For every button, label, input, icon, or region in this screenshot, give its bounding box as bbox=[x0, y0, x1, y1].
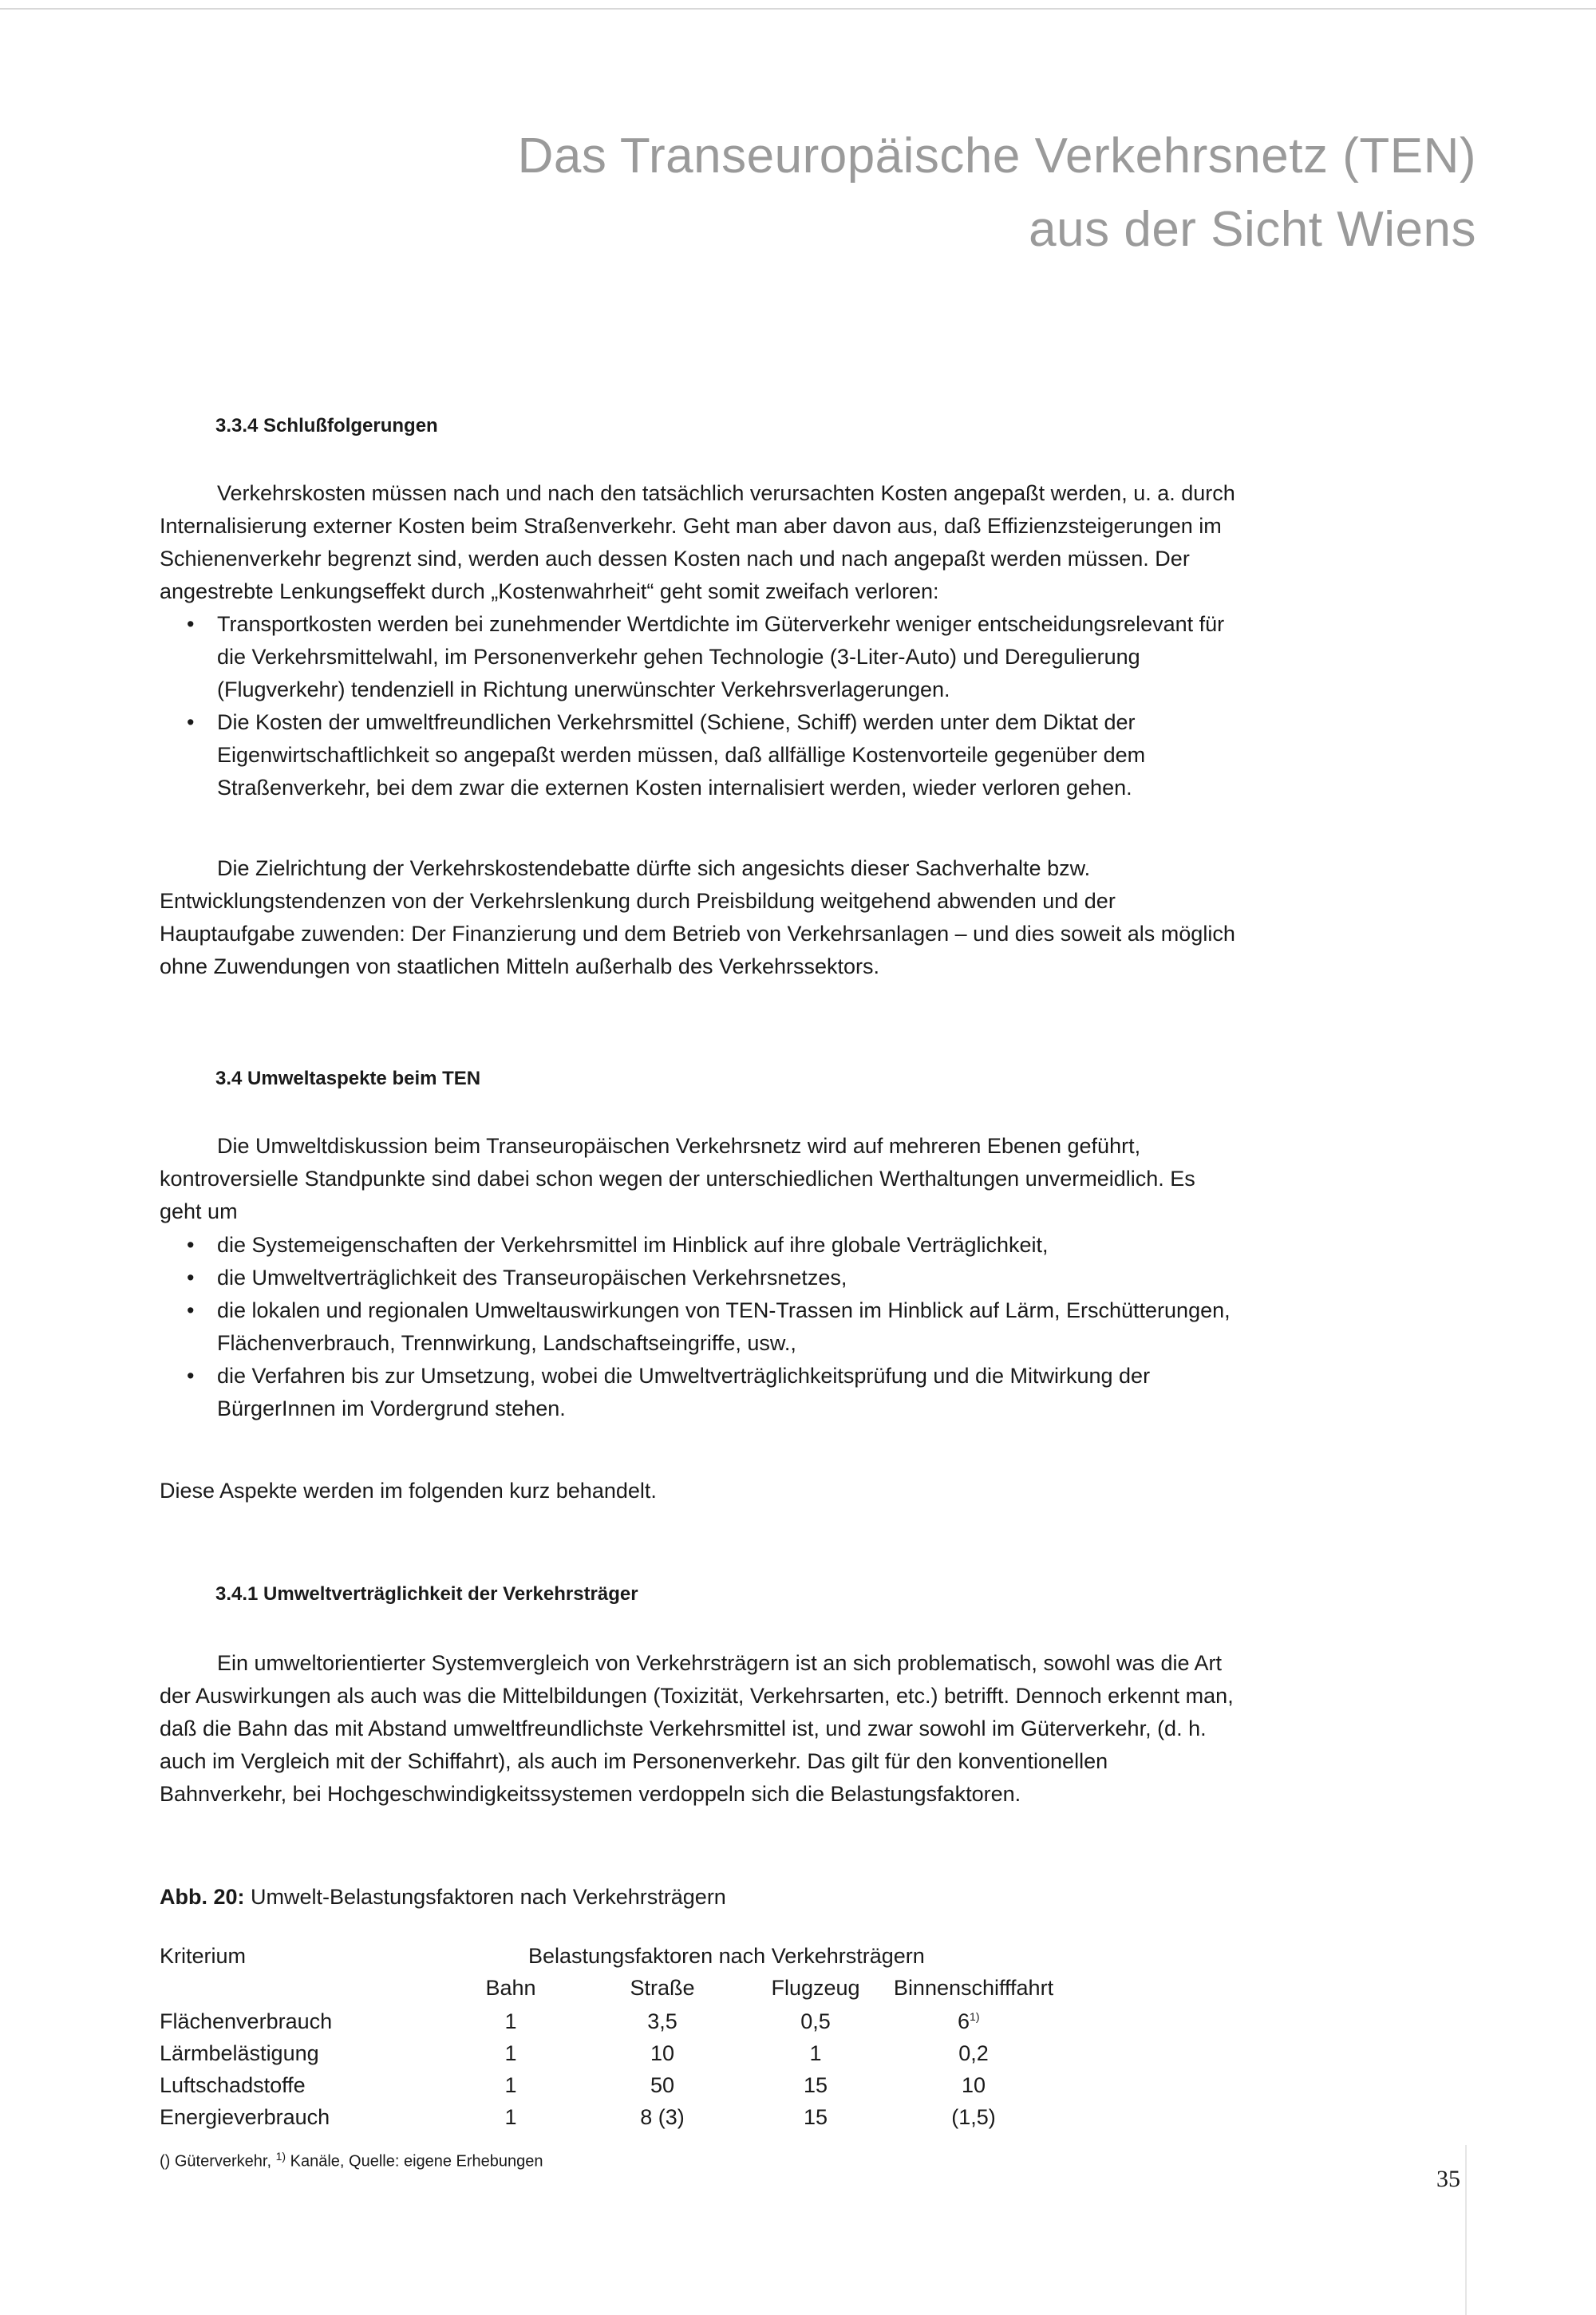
table-col-header: Bahn bbox=[485, 1976, 536, 2000]
footnote-marker: 1) bbox=[275, 2150, 286, 2163]
table-group-header: Belastungsfaktoren nach Verkehrsträgern bbox=[528, 1944, 925, 1968]
section-heading-341: 3.4.1 Umweltverträglichkeit der Verkehrsträger bbox=[215, 1583, 638, 1605]
margin-rule bbox=[1465, 2145, 1467, 2315]
section-heading-34: 3.4 Umweltaspekte beim TEN bbox=[215, 1068, 481, 1089]
bullet-icon: • bbox=[187, 612, 195, 636]
bullet-list bbox=[160, 1229, 1237, 1425]
page-title-line-1: Das Transeuropäische Verkehrsnetz (TEN) bbox=[517, 128, 1476, 184]
table-row-label: Energieverbrauch bbox=[160, 2105, 330, 2129]
figure-caption-text: Umwelt-Belastungsfaktoren nach Verkehrsträgern bbox=[251, 1885, 726, 1909]
footnote-marker: 1) bbox=[970, 2010, 980, 2023]
table-footnote: () Güterverkehr, $^{1)}$ Kanäle, Quelle: eigene Erhebungen bbox=[160, 2150, 543, 2171]
table-cell: 15 bbox=[803, 2105, 828, 2129]
table-row-label: Lärmbelästigung bbox=[160, 2041, 319, 2065]
section-heading-334: 3.3.4 Schlußfolgerungen bbox=[215, 415, 438, 437]
table-col-header: Flugzeug bbox=[771, 1976, 860, 2000]
table-cell: 3,5 bbox=[647, 2009, 678, 2033]
table-cell: 0,2 bbox=[958, 2041, 989, 2065]
table-col-header: Binnenschifffahrt bbox=[893, 1976, 1054, 2000]
list-item: • die Umweltverträglichkeit des Transeuropäischen Verkehrsnetzes, bbox=[160, 1262, 1237, 1294]
table-cell: 6$^{1)}$ bbox=[958, 2009, 980, 2033]
table-header-criterion: Kriterium bbox=[160, 1944, 247, 1968]
table-cell: 1 bbox=[504, 2041, 517, 2065]
bullet-icon: • bbox=[187, 1364, 195, 1388]
paragraph: Die Zielrichtung der Verkehrskostendebatte dürfte sich angesichts dieser Sachverhalte bzw. Entwicklungstendenzen von der Verkehrslenkung durch Preisbildung weitgehend abwenden und der Hauptaufgabe zuwenden: Der Finanzierung und dem Betrieb von Verkehrsanlagen – und dies soweit als möglich ohne Zuwendungen von staatlichen Mitteln außerhalb des Verkehrssektors. bbox=[160, 856, 1235, 978]
page-title bbox=[518, 120, 1476, 267]
table-cell: 10 bbox=[650, 2041, 675, 2065]
bullet-icon: • bbox=[187, 1298, 195, 1322]
table-cell: 50 bbox=[650, 2073, 675, 2097]
table-cell: 8 (3) bbox=[640, 2105, 685, 2129]
paragraph: Die Umweltdiskussion beim Transeuropäischen Verkehrsnetz wird auf mehreren Ebenen geführt, kontroversielle Standpunkte sind dabei schon wegen der unterschiedlichen Werthaltungen unvermeidlich. Es geht um bbox=[160, 1134, 1195, 1223]
table-row-label: Flächenverbrauch bbox=[160, 2009, 333, 2033]
bullet-icon: • bbox=[187, 1266, 195, 1290]
paragraph: Diese Aspekte werden im folgenden kurz behandelt. bbox=[160, 1479, 657, 1503]
table-cell: 10 bbox=[961, 2073, 986, 2097]
table-col-header: Straße bbox=[630, 1976, 695, 2000]
list-item: • die Systemeigenschaften der Verkehrsmittel im Hinblick auf ihre globale Verträglichkeit, bbox=[160, 1229, 1237, 1262]
bullet-icon: • bbox=[187, 1233, 195, 1257]
bullet-list bbox=[160, 608, 1237, 804]
paragraph: Verkehrskosten müssen nach und nach den tatsächlich verursachten Kosten angepaßt werden, u. a. durch Internalisierung externer Kosten beim Straßenverkehr. Geht man aber davon aus, daß Effizienzsteigerungen im Schienenverkehr begrenzt sind, werden auch dessen Kosten nach und nach angepaßt werden müssen. Der angestrebte Lenkungseffekt durch „Kostenwahrheit“ geht somit zweifach verloren: bbox=[160, 481, 1235, 603]
table-cell: 0,5 bbox=[800, 2009, 831, 2033]
table-cell: 15 bbox=[803, 2073, 828, 2097]
page-number: 35 bbox=[1436, 2166, 1460, 2192]
bullet-icon: • bbox=[187, 710, 195, 734]
table-cell: 1 bbox=[504, 2105, 517, 2129]
list-item: • die Verfahren bis zur Umsetzung, wobei die Umweltverträglichkeitsprüfung und die Mitwirkung der BürgerInnen im Vordergrund stehen. bbox=[160, 1360, 1237, 1425]
figure-caption bbox=[160, 1885, 726, 1910]
list-item: • Transportkosten werden bei zunehmender Wertdichte im Güterverkehr weniger entscheidungsrelevant für die Verkehrsmittelwahl, im Personenverkehr gehen Technologie (3-Liter-Auto) und Deregulierung (Flugverkehr) tendenziell in Richtung unerwünschter Verkehrsverlagerungen. bbox=[160, 608, 1237, 706]
table-row-label: Luftschadstoffe bbox=[160, 2073, 306, 2097]
table-cell: 1 bbox=[504, 2009, 517, 2033]
paragraph: Ein umweltorientierter Systemvergleich von Verkehrsträgern ist an sich problematisch, sowohl was die Art der Auswirkungen als auch was die Mittelbildungen (Toxizität, Verkehrsarten, etc.) betrifft. Dennoch erkennt man, daß die Bahn das mit Abstand umweltfreundlichste Verkehrsmittel ist, und zwar sowohl im Güterverkehr, (d. h. auch im Vergleich mit der Schiffahrt), als auch im Personenverkehr. Das gilt für den konventionellen Bahnverkehr, bei Hochgeschwindigkeitssystemen verdoppeln sich die Belastungsfaktoren. bbox=[160, 1651, 1234, 1806]
figure-label: Abb. 20: bbox=[160, 1885, 245, 1909]
table-cell: 1 bbox=[504, 2073, 517, 2097]
page-title-line-2: aus der Sicht Wiens bbox=[1029, 202, 1476, 257]
list-item: • die lokalen und regionalen Umweltauswirkungen von TEN-Trassen im Hinblick auf Lärm, Erschütterungen, Flächenverbrauch, Trennwirkung, Landschaftseingriffe, usw., bbox=[160, 1294, 1237, 1360]
table-cell: (1,5) bbox=[951, 2105, 996, 2129]
list-item: • Die Kosten der umweltfreundlichen Verkehrsmittel (Schiene, Schiff) werden unter dem Diktat der Eigenwirtschaftlichkeit so angepaßt werden müssen, daß allfällige Kostenvorteile gegenüber dem Straßenverkehr, bei dem zwar die externen Kosten internalisiert werden, wieder verloren gehen. bbox=[160, 706, 1237, 804]
table-cell: 1 bbox=[809, 2041, 822, 2065]
top-rule bbox=[0, 8, 1596, 10]
